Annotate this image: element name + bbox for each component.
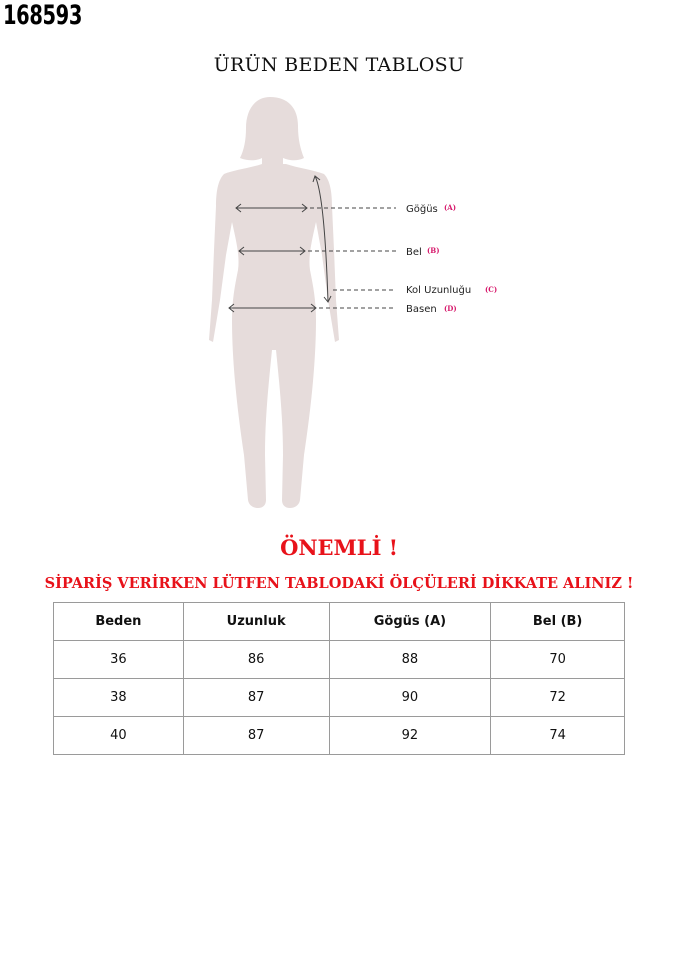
header-chest: Gögüs (A) (329, 603, 491, 641)
label-chest-code: (A) (444, 203, 457, 212)
page-title: ÜRÜN BEDEN TABLOSU (213, 54, 465, 76)
cell-chest: 90 (329, 679, 491, 717)
table-row (54, 717, 625, 755)
body-silhouette (209, 97, 339, 508)
cell-length: 87 (183, 679, 329, 717)
header-waist: Bel (B) (491, 603, 625, 641)
table-row (54, 679, 625, 717)
cell-chest: 88 (329, 641, 491, 679)
size-table (53, 602, 625, 755)
cell-length: 87 (183, 717, 329, 755)
cell-size: 38 (54, 679, 184, 717)
table-header-row (54, 603, 625, 641)
important-heading: ÖNEMLİ ! (280, 535, 398, 560)
label-sleeve-code: (C) (485, 285, 498, 294)
product-code: 168593 (3, 0, 83, 31)
cell-size: 36 (54, 641, 184, 679)
label-waist-code: (B) (427, 246, 440, 255)
label-chest: Göğüs (406, 204, 438, 215)
label-hip-code: (D) (444, 304, 457, 313)
header-size: Beden (54, 603, 184, 641)
order-warning: SİPARİŞ VERİRKEN LÜTFEN TABLODAKİ ÖLÇÜLERİ DİKKATE ALINIZ ! (44, 575, 634, 592)
cell-chest: 92 (329, 717, 491, 755)
cell-waist: 74 (491, 717, 625, 755)
label-waist: Bel (406, 247, 422, 258)
label-hip: Basen (406, 304, 437, 315)
table-row (54, 641, 625, 679)
cell-waist: 70 (491, 641, 625, 679)
cell-length: 86 (183, 641, 329, 679)
header-length: Uzunluk (183, 603, 329, 641)
cell-size: 40 (54, 717, 184, 755)
cell-waist: 72 (491, 679, 625, 717)
label-sleeve-length: Kol Uzunluğu (406, 285, 472, 296)
